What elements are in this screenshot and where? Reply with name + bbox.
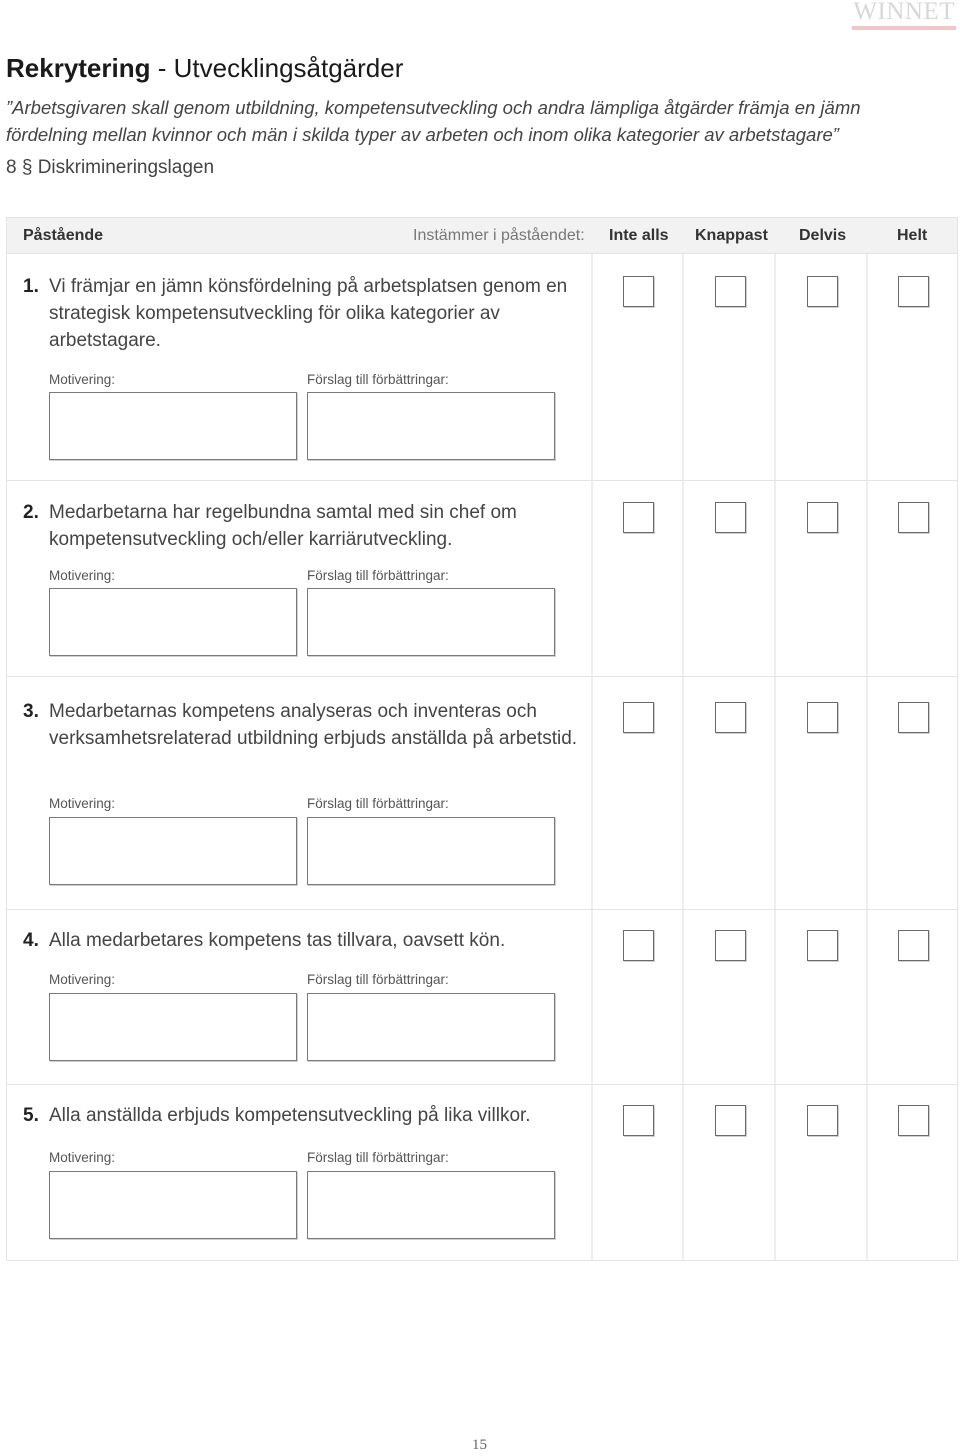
page-title — [6, 50, 403, 86]
statement-number: 5. — [23, 1105, 39, 1126]
checkbox-knappast[interactable] — [715, 702, 746, 733]
statement-number: 2. — [23, 502, 39, 523]
checkbox-inte-alls[interactable] — [623, 502, 654, 533]
checkbox-helt[interactable] — [898, 502, 929, 533]
checkbox-inte-alls[interactable] — [623, 1105, 654, 1136]
motivation-field[interactable] — [49, 588, 297, 656]
statement-text: Alla medarbetares kompetens tas tillvara, oavsett kön. — [49, 930, 506, 951]
checkbox-delvis[interactable] — [807, 930, 838, 961]
motivation-label: Motivering: — [49, 372, 116, 387]
motivation-field[interactable] — [49, 1171, 297, 1239]
statement-text: Medarbetarna har regelbundna samtal med sin chef om kompetensutveckling och/eller karriärutveckling. — [49, 502, 517, 550]
title-rest: - Utvecklingsåtgärder — [150, 53, 404, 83]
checkbox-knappast[interactable] — [715, 1105, 746, 1136]
table-row — [6, 1085, 958, 1261]
table-header — [6, 217, 958, 254]
checkbox-inte-alls[interactable] — [623, 276, 654, 307]
suggestions-field[interactable] — [307, 817, 555, 885]
statement-number: 4. — [23, 930, 39, 951]
statement-number: 3. — [23, 701, 39, 722]
checkbox-helt[interactable] — [898, 1105, 929, 1136]
checkbox-inte-alls[interactable] — [623, 702, 654, 733]
checkbox-delvis[interactable] — [807, 702, 838, 733]
suggestions-label: Förslag till förbättringar: — [307, 796, 449, 811]
statement-number: 1. — [23, 276, 39, 297]
suggestions-label: Förslag till förbättringar: — [307, 372, 449, 387]
checkbox-delvis[interactable] — [807, 1105, 838, 1136]
page-number: 15 — [472, 1437, 487, 1453]
motivation-field[interactable] — [49, 392, 297, 460]
motivation-field[interactable] — [49, 993, 297, 1061]
suggestions-field[interactable] — [307, 1171, 555, 1239]
statement-text: Vi främjar en jämn könsfördelning på arbetsplatsen genom en strategisk kompetensutveckling för olika kategorier av arbetstagare. — [49, 276, 568, 351]
statement-text: Medarbetarnas kompetens analyseras och inventeras och verksamhetsrelaterad utbildning erbjuds anställda på arbetstid. — [49, 701, 578, 749]
statement-text: Alla anställda erbjuds kompetensutveckling på lika villkor. — [49, 1105, 531, 1126]
law-quote: ”Arbetsgivaren skall genom utbildning, kompetensutveckling och andra lämpliga åtgärder främja en jämn fördelning mellan kvinnor och män i skilda typer av arbeten och inom olika kategorier av arbetstagare” — [6, 97, 861, 145]
suggestions-label: Förslag till förbättringar: — [307, 972, 449, 987]
checkbox-knappast[interactable] — [715, 276, 746, 307]
table-row — [6, 254, 958, 481]
header-option-delvis: Delvis — [799, 227, 847, 244]
suggestions-field[interactable] — [307, 392, 555, 460]
assessment-table — [6, 217, 958, 1261]
motivation-label: Motivering: — [49, 568, 116, 583]
checkbox-helt[interactable] — [898, 930, 929, 961]
header-option-inte-alls: Inte alls — [609, 227, 669, 244]
suggestions-field[interactable] — [307, 588, 555, 656]
checkbox-helt[interactable] — [898, 702, 929, 733]
motivation-label: Motivering: — [49, 972, 116, 987]
suggestions-label: Förslag till förbättringar: — [307, 568, 449, 583]
suggestions-field[interactable] — [307, 993, 555, 1061]
table-row — [6, 677, 958, 910]
motivation-label: Motivering: — [49, 796, 116, 811]
header-agree-prompt: Instämmer i påståendet: — [413, 227, 585, 244]
title-bold: Rekrytering — [6, 53, 151, 83]
checkbox-delvis[interactable] — [807, 276, 838, 307]
checkbox-helt[interactable] — [898, 276, 929, 307]
law-reference: 8 § Diskrimineringslagen — [6, 157, 215, 178]
checkbox-delvis[interactable] — [807, 502, 838, 533]
checkbox-inte-alls[interactable] — [623, 930, 654, 961]
header-option-helt: Helt — [897, 227, 928, 244]
table-row — [6, 481, 958, 677]
suggestions-label: Förslag till förbättringar: — [307, 1150, 449, 1165]
checkbox-knappast[interactable] — [715, 930, 746, 961]
header-statement: Påstående — [23, 227, 104, 244]
header-option-knappast: Knappast — [695, 227, 768, 244]
table-row — [6, 910, 958, 1085]
checkbox-knappast[interactable] — [715, 502, 746, 533]
motivation-label: Motivering: — [49, 1150, 116, 1165]
winnet-logo: WINNET — [852, 0, 956, 30]
motivation-field[interactable] — [49, 817, 297, 885]
